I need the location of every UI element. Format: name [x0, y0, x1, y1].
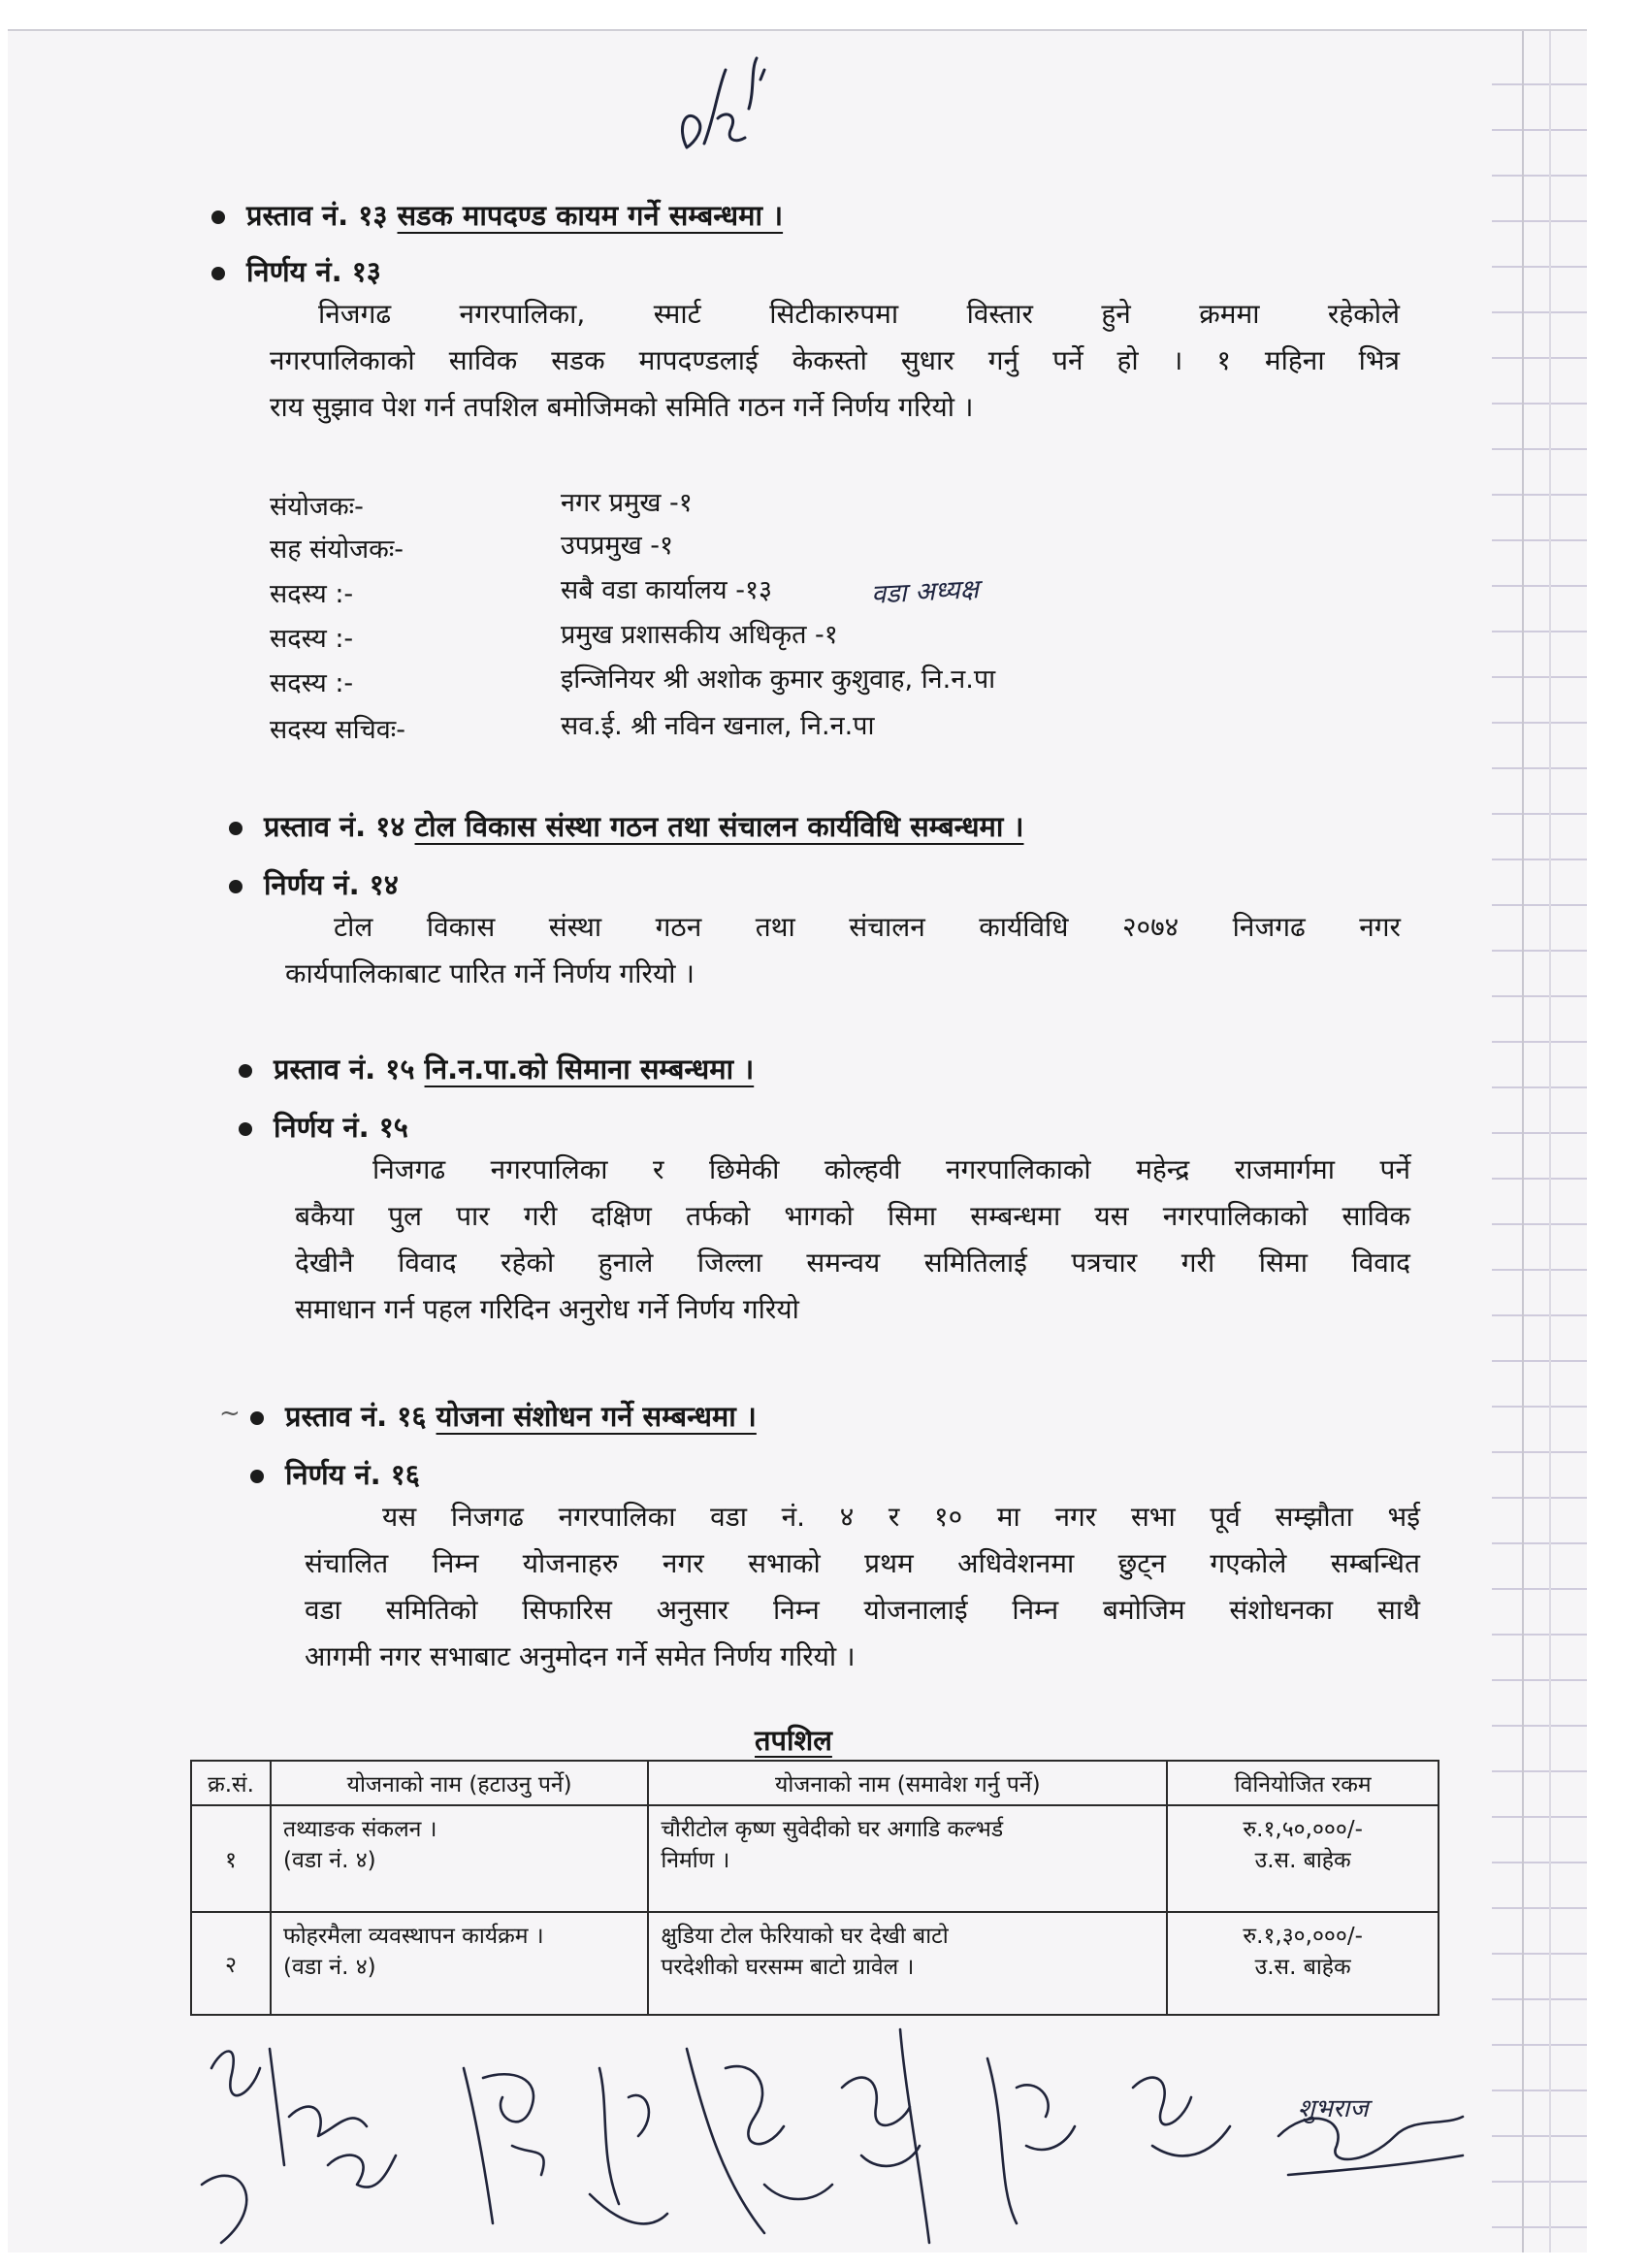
committee-member: नगर प्रमुख -१: [561, 488, 693, 518]
serial-number: १: [191, 1805, 271, 1912]
table-title: तपशिल: [755, 1724, 832, 1757]
column-header: क्र.सं.: [191, 1761, 271, 1805]
proposal-13-heading: प्रस्ताव नं. १३ सडक मापदण्ड कायम गर्ने सम्बन्धमा ।: [211, 196, 783, 234]
committee-member: प्रमुख प्रशासकीय अधिकृत -१: [561, 620, 838, 650]
signature: [687, 2049, 832, 2233]
decision-16-text: यस निजगढ नगरपालिका वडा नं. ४ र १० मा नगर सभा पूर्व सम्झौता भई संचालित निम्न योजनाहरु नगर सभाको प्रथम अधिवेशनमा छुट्न गएकोले सम्बन्धित वडा समितिको सिफारिस अनुसार निम्न योजनालाई निम्न बमोजिम संशोधनका साथै आगमी नगर सभाबाट अनुमोदन गर्ने समेत निर्णय गरियो ।: [305, 1501, 1420, 1672]
decision-14-text: टोल विकास संस्था गठन तथा संचालन कार्यविधि २०७४ निजगढ नगर कार्यपालिकाबाट पारित गर्ने निर्णय गरियो ।: [285, 911, 1401, 989]
table-row: [191, 1805, 1439, 1912]
committee-role: सदस्य :-: [270, 579, 354, 609]
bullet-icon: [239, 1064, 252, 1078]
meeting-minutes: [8, 31, 1587, 2252]
column-header: विनियोजित रकम: [1167, 1761, 1439, 1805]
committee-member: सबै वडा कार्यालय -१३: [561, 575, 773, 605]
serial-number: २: [191, 1912, 271, 2015]
signature: [289, 2107, 396, 2187]
allocated-amount: रु.१,५०,०००/- उ.स. बाहेक: [1167, 1805, 1439, 1912]
committee-member: सव.ई. श्री नविन खनाल, नि.न.पा: [561, 711, 875, 741]
bullet-icon: [250, 1411, 264, 1425]
decision-13-heading: निर्णय नं. १३: [211, 252, 381, 290]
signature: [464, 2068, 544, 2223]
allocated-amount: रु.१,३०,०००/- उ.स. बाहेक: [1167, 1912, 1439, 2015]
signature: [987, 2058, 1075, 2223]
proposal-14-heading: प्रस्ताव नं. १४ टोल विकास संस्था गठन तथा संचालन कार्यविधि सम्बन्धमा ।: [229, 807, 1023, 845]
plan-to-include: क्षुडिया टोल फेरियाको घर देखी बाटो परदेशीको घरसम्म बाटो ग्रावेल ।: [648, 1912, 1167, 2015]
decision-15-text: निजगढ नगरपालिका र छिमेकी कोल्हवी नगरपालिकाको महेन्द्र राजमार्गमा पर्ने बकैया पुल पार गरी दक्षिण तर्फको भागको सिमा सम्बन्धमा यस नगरपालिकाको साविक देखीनै विवाद रहेको हुनाले जिल्ला समन्वय समितिलाई पत्रचार गरी सिमा विवाद समाधान गर्न पहल गरिदिन अनुरोध गर्ने निर्णय गरियो: [295, 1153, 1410, 1325]
bullet-icon: [211, 211, 225, 224]
plan-to-remove: फोहरमैला व्यवस्थापन कार्यक्रम । (वडा नं. ४): [271, 1912, 648, 2015]
bullet-icon: [239, 1122, 252, 1136]
signature: [590, 2068, 667, 2223]
proposal-15-heading: प्रस्ताव नं. १५ नि.न.पा.को सिमाना सम्बन्धमा ।: [239, 1050, 754, 1087]
signature: [1278, 2117, 1463, 2175]
proposal-16-heading: प्रस्ताव नं. १६ योजना संशोधन गर्ने सम्बन्धमा ।: [250, 1397, 757, 1435]
signature-name: शुभराज: [1298, 2094, 1369, 2123]
table-header-row: [191, 1761, 1439, 1805]
margin-dash-mark: ~: [219, 1399, 241, 1428]
committee-role: सदस्य :-: [270, 624, 354, 654]
bullet-icon: [211, 267, 225, 280]
decision-13-text: निजगढ नगरपालिका, स्मार्ट सिटीकारुपमा विस्तार हुने क्रममा रहेकोले नगरपालिकाको साविक सडक मापदण्डलाई केकस्तो सुधार गर्नु पर्ने हो । १ महिना भित्र राय सुझाव पेश गर्न तपशिल बमोजिमको समिति गठन गर्ने निर्णय गरियो ।: [270, 298, 1400, 423]
committee-role: सदस्य सचिवः-: [270, 715, 405, 745]
signature: [202, 2049, 284, 2243]
signature: [1133, 2078, 1230, 2156]
committee-member: इन्जिनियर श्री अशोक कुमार कुशुवाह, नि.न.पा: [561, 664, 996, 695]
decision-14-heading: निर्णय नं. १४: [229, 865, 399, 903]
plan-to-include: चौरीटोल कृष्ण सुवेदीको घर अगाडि कल्भर्ड निर्माण ।: [648, 1805, 1167, 1912]
plan-to-remove: तथ्याङक संकलन । (वडा नं. ४): [271, 1805, 648, 1912]
plan-amendment-table: [190, 1760, 1439, 2016]
committee-role: सदस्य :-: [270, 668, 354, 698]
column-header: योजनाको नाम (समावेश गर्नु पर्ने): [648, 1761, 1167, 1805]
signatures: [182, 2010, 1492, 2252]
handwritten-note: वडा अध्यक्ष: [870, 574, 980, 610]
column-header: योजनाको नाम (हटाउनु पर्ने): [271, 1761, 648, 1805]
table-row: [191, 1912, 1439, 2015]
committee-role: सह संयोजकः-: [270, 535, 404, 565]
signature: [842, 2029, 929, 2243]
committee-member: उपप्रमुख -१: [561, 531, 674, 561]
bullet-icon: [229, 822, 242, 835]
bullet-icon: [250, 1470, 264, 1483]
bullet-icon: [229, 880, 242, 893]
document-page: [8, 29, 1587, 2252]
decision-16-heading: निर्णय नं. १६: [250, 1455, 420, 1493]
committee-role: संयोजकः-: [270, 492, 364, 522]
decision-15-heading: निर्णय नं. १५: [239, 1108, 408, 1146]
